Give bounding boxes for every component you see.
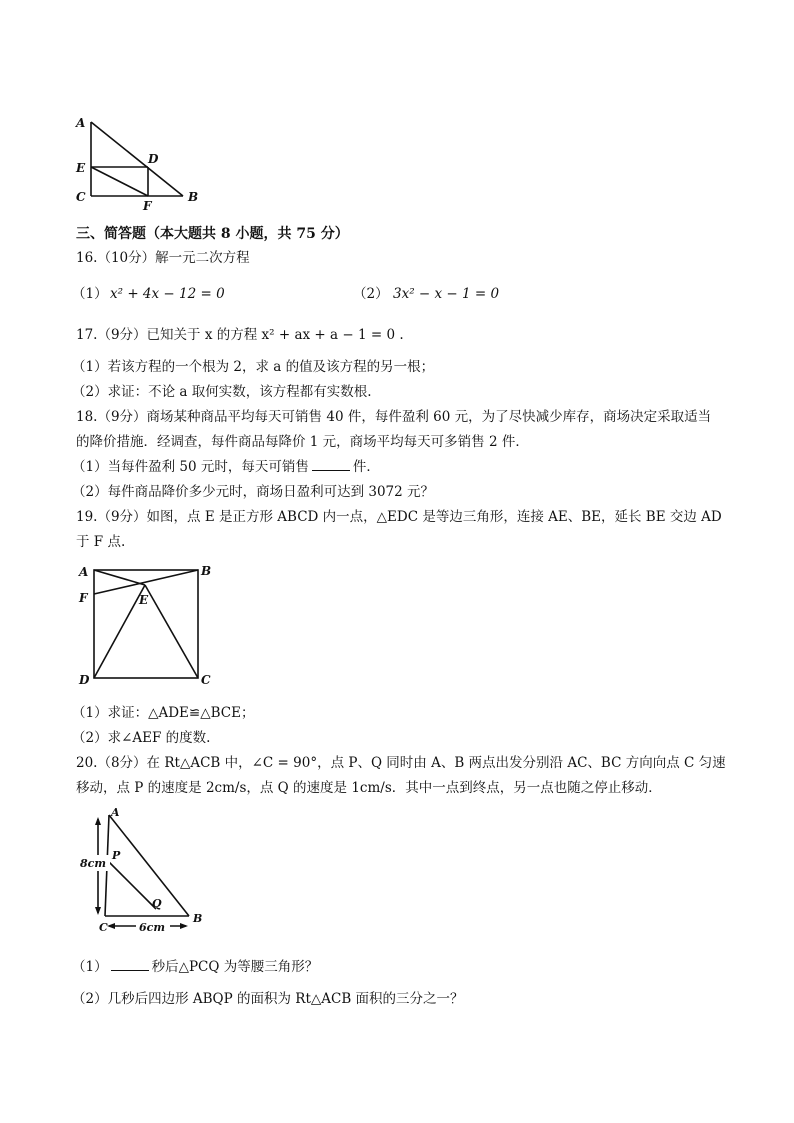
q20-part2: （2）几秒后四边形 ABQP 的面积为 Rt△ACB 面积的三分之一？ — [72, 991, 464, 1007]
fig20-label-B: B — [193, 912, 203, 925]
q20-line1: 20.（8分）在 Rt△ACB 中，∠C = 90°，点 P、Q 同时由 A、B 两点出发分别沿 AC、BC 方向向点 C 匀速 — [76, 755, 726, 771]
q20-line2: 移动，点 P 的速度是 2cm/s，点 Q 的速度是 1cm/s．其中一点到终点，另一点也随之停止移动． — [76, 780, 662, 796]
fig15-label-E: E — [76, 161, 86, 175]
q19-line2: 于 F 点. — [76, 534, 126, 550]
q19-part1: （1）求证：△ADE≌△BCE； — [72, 705, 255, 721]
fig19-label-D: D — [79, 673, 90, 687]
q18-part1 — [72, 458, 380, 476]
q16-part1-equation: x² + 4x − 12 = 0 — [110, 286, 225, 302]
q20-part1-text: 秒后△PCQ 为等腰三角形？ — [151, 959, 319, 975]
q18-part2: （2）每件商品降价多少元时，商场日盈利可达到 3072 元？ — [72, 484, 435, 500]
fig20-label-C: C — [99, 921, 108, 934]
figure-q20 — [76, 805, 216, 940]
fig20-label-P: P — [112, 849, 121, 862]
fig15-label-F: F — [143, 199, 152, 213]
figure-q15 — [70, 112, 210, 212]
q17-part1: （1）若该方程的一个根为 2，求 a 的值及该方程的另一根； — [72, 359, 435, 375]
fig20-label-Q: Q — [152, 897, 162, 910]
q18-line1: 18.（9分）商场某种商品平均每天可销售 40 件，每件盈利 60 元，为了尽快减少库存，商场决定采取适当 — [76, 409, 712, 425]
fig19-label-C: C — [201, 673, 211, 687]
fig20-label-A: A — [111, 806, 120, 819]
fig20-label-len-ac: 8cm — [80, 857, 106, 870]
q16-part2-label: （2） — [353, 286, 389, 302]
fig19-label-B: B — [201, 564, 212, 578]
fig15-label-A: A — [76, 116, 86, 130]
q19-part2: （2）求∠AEF 的度数. — [72, 730, 211, 746]
q16-stem: 16.（10分）解一元二次方程 — [76, 250, 250, 266]
q20-part1-label: （1） — [72, 959, 108, 975]
q17-stem: 17.（9分）已知关于 x 的方程 x² + ax + a − 1 = 0 . — [76, 327, 404, 343]
fig19-label-F: F — [79, 591, 88, 605]
fig20-seg-PQ — [107, 860, 156, 909]
q18-line2: 的降价措施．经调查，每件商品每降价 1 元，商场平均每天可多销售 2 件． — [76, 434, 529, 450]
q18-answer-blank[interactable] — [312, 458, 350, 471]
fig20-arrow-cb-right — [180, 923, 188, 929]
fig20-arrow-ac-bottom — [95, 907, 101, 915]
q16-part2-equation: 3x² − x − 1 = 0 — [393, 286, 500, 302]
fig19-seg-AE — [94, 570, 145, 585]
fig15-label-B: B — [188, 190, 199, 204]
q20-answer-blank[interactable] — [111, 958, 149, 971]
q19-line1: 19.（9分）如图，点 E 是正方形 ABCD 内一点，△EDC 是等边三角形，连接 AE、BE，延长 BE 交边 AD — [76, 509, 722, 525]
fig20-arrow-ac-top — [95, 817, 101, 825]
fig20-arrow-cb-left — [107, 923, 115, 929]
section-heading: 三、简答题（本大题共 8 小题，共 75 分） — [76, 226, 349, 242]
q17-part2: （2）求证：不论 a 取何实数，该方程都有实数根. — [72, 384, 372, 400]
fig15-seg-AB — [91, 122, 183, 196]
figure-q19 — [74, 560, 224, 695]
q20-part1 — [72, 958, 318, 976]
fig15-seg-EF — [91, 167, 148, 196]
fig20-seg-AB — [109, 815, 189, 916]
fig15-label-C: C — [76, 190, 86, 204]
fig19-label-E: E — [139, 593, 149, 607]
q18-part1-text: （1）当每件盈利 50 元时，每天可销售 — [72, 459, 309, 475]
q16-part1-label: （1） — [72, 286, 108, 302]
fig19-label-A: A — [79, 565, 89, 579]
fig19-seg-BF — [94, 570, 198, 594]
fig20-label-len-cb: 6cm — [139, 921, 165, 934]
q18-part1-suffix: 件． — [352, 459, 380, 475]
fig15-label-D: D — [148, 152, 159, 166]
fig19-seg-CE — [145, 585, 198, 678]
fig19-seg-DE — [94, 585, 145, 678]
